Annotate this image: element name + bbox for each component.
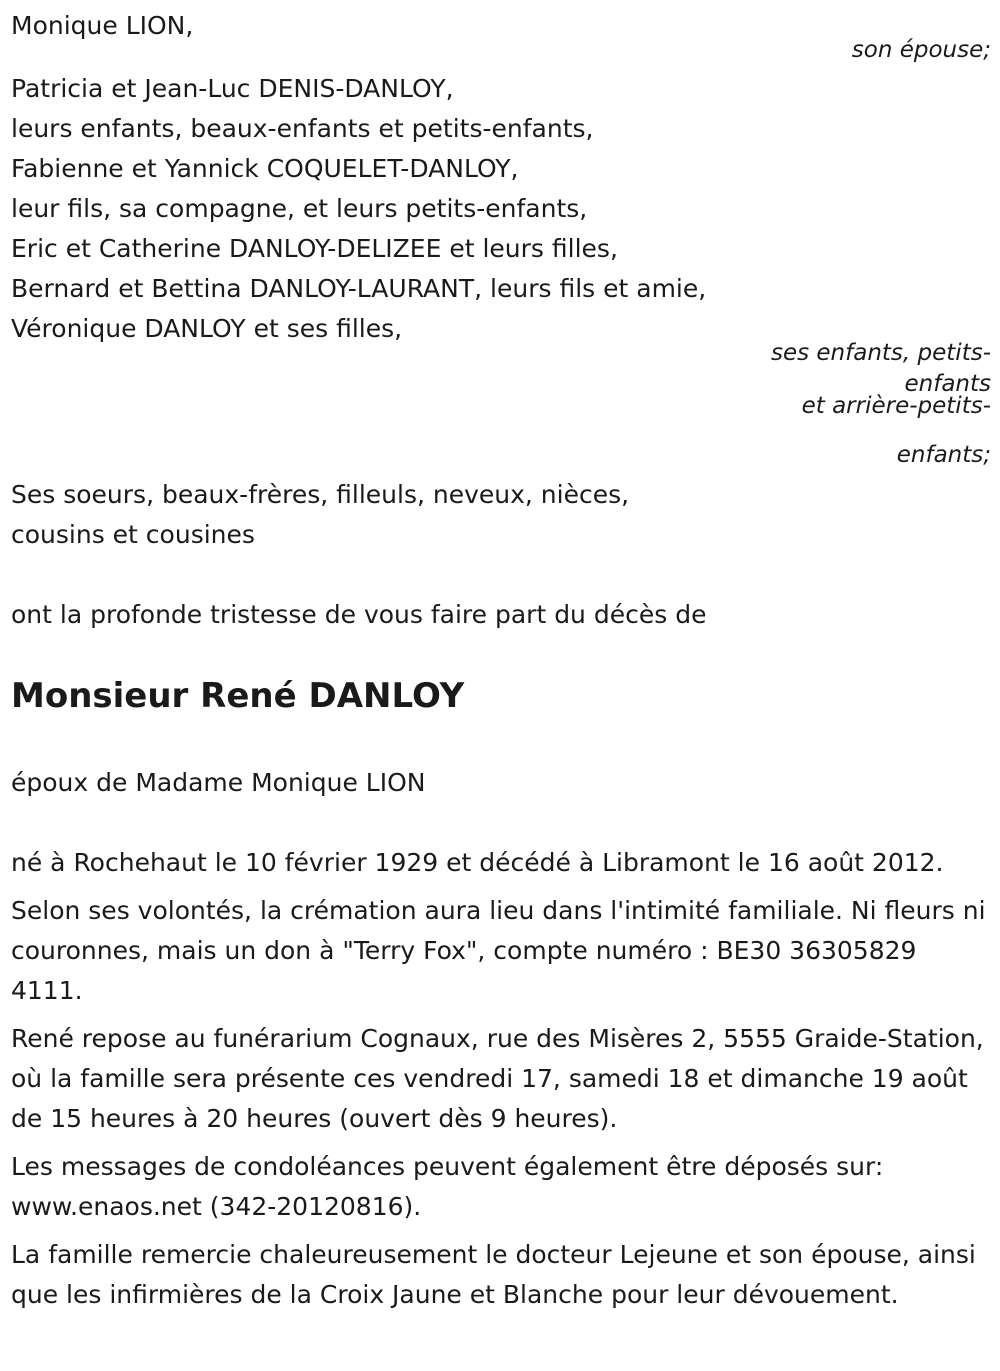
spouse-of-text: époux de Madame Monique LION: [11, 768, 426, 797]
children-relation-line: ses enfants, petits-: [770, 340, 991, 366]
family-line: Ses soeurs, beaux-frères, filleuls, neveux, nièces,: [11, 480, 630, 509]
funerarium-paragraph: René repose au funérarium Cognaux, rue des Misères 2, 5555 Graide-Station, où la famille sera présente ces vendredi 17, samedi 18 et dimanche 19 août de 15 heures à 20 heures (ouvert dès 9 heures).: [11, 1024, 984, 1133]
cremation-paragraph: Selon ses volontés, la crémation aura lieu dans l'intimité familiale. Ni fleurs ni couronnes, mais un don à "Terry Fox", compte numéro : BE30 36305829 4111.: [11, 896, 986, 1005]
children-line: Patricia et Jean-Luc DENIS-DANLOY,: [11, 74, 454, 103]
children-relation-block-3: [11, 435, 991, 475]
birth-death-paragraph: né à Rochehaut le 10 février 1929 et décédé à Libramont le 16 août 2012.: [11, 848, 944, 877]
spouse-relation-block: [11, 30, 991, 70]
children-relation-line: enfants;: [896, 442, 991, 468]
spouse-name: Monique LION,: [11, 11, 194, 40]
children-block: [11, 69, 991, 349]
children-line: Fabienne et Yannick COQUELET-DANLOY,: [11, 154, 519, 183]
deceased-name: Monsieur René DANLOY: [11, 676, 465, 716]
condolences-paragraph: Les messages de condoléances peuvent également être déposés sur: www.enaos.net (342-20120816).: [11, 1152, 884, 1221]
children-relation-line: enfants: [904, 371, 991, 397]
announcement-block: [11, 595, 991, 635]
children-line: Eric et Catherine DANLOY-DELIZEE et leurs filles,: [11, 234, 618, 263]
children-relation-block-2: [11, 373, 991, 417]
thanks-paragraph: La famille remercie chaleureusement le docteur Lejeune et son épouse, ainsi que les infirmières de la Croix Jaune et Blanche pour leur dévouement.: [11, 1240, 976, 1309]
spouse-of-block: [11, 763, 991, 803]
children-line: leur fils, sa compagne, et leurs petits-enfants,: [11, 194, 588, 223]
children-line: leurs enfants, beaux-enfants et petits-enfants,: [11, 114, 594, 143]
spouse-relation: son épouse;: [851, 37, 991, 63]
deceased-block: [11, 676, 991, 716]
announcement-text: ont la profonde tristesse de vous faire part du décès de: [11, 600, 707, 629]
family-block: [11, 475, 991, 555]
children-line: Véronique DANLOY et ses filles,: [11, 314, 403, 343]
family-line: cousins et cousines: [11, 520, 255, 549]
details-block: [11, 843, 986, 1315]
children-relation-line: et arrière-petits-: [801, 393, 991, 419]
children-relation-block: [11, 333, 991, 373]
children-line: Bernard et Bettina DANLOY-LAURANT, leurs fils et amie,: [11, 274, 707, 303]
